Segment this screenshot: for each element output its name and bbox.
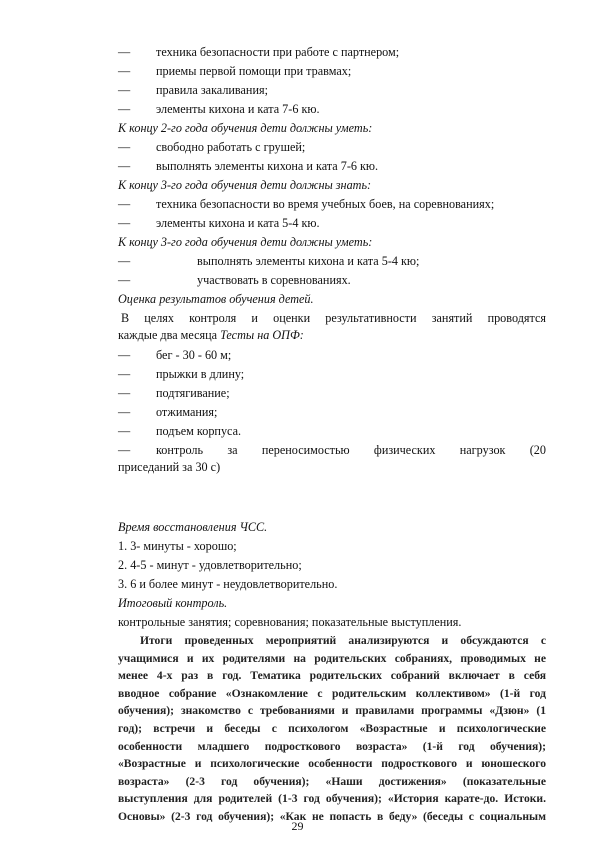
paragraph-line: обучения); знакомство с требованиями и правилами программы «Дзюн» (1 [118, 704, 546, 718]
list-item: контроль за переносимостью физических нагрузок (20 [156, 443, 546, 457]
list-item: прыжки в длину; [156, 367, 245, 381]
list-dash: — [118, 83, 131, 97]
list-item: подъем корпуса. [156, 424, 242, 438]
paragraph-line: возраста» (2-3 год обучения); «Наши достижения» (показательные [118, 774, 546, 788]
paragraph-line: «Возрастные и психологические особенности подросткового и юношеского [118, 757, 546, 771]
list-dash: — [118, 216, 131, 230]
paragraph-line: В целях контроля и оценки результативности занятий проводятся [121, 311, 546, 325]
list-dash: — [118, 405, 131, 419]
list-dash: — [118, 367, 131, 381]
paragraph-line: вводное собрание «Ознакомление с родительским коллективом» (1-й год [118, 686, 546, 700]
list-item: свободно работать с грушей; [156, 140, 306, 154]
section-heading: К концу 2-го года обучения дети должны уметь: [118, 121, 373, 135]
list-dash: — [118, 140, 131, 154]
list-dash: — [118, 443, 131, 457]
list-item: 1. 3- минуты - хорошо; [118, 539, 237, 553]
list-item: правила закаливания; [156, 83, 268, 97]
list-dash: — [118, 254, 131, 268]
section-heading: Итоговый контроль. [118, 596, 228, 610]
list-item: элементы кихона и ката 7-6 кю. [156, 102, 320, 116]
list-dash: — [118, 348, 131, 362]
list-item: отжимания; [156, 405, 218, 419]
tests-label: Тесты на ОПФ: [220, 328, 304, 342]
list-dash: — [118, 64, 131, 78]
list-dash: — [118, 386, 131, 400]
section-heading: Оценка результатов обучения детей. [118, 292, 314, 306]
paragraph-line: контрольные занятия; соревнования; показательные выступления. [118, 615, 462, 629]
list-item: подтягивание; [156, 386, 230, 400]
list-item: участвовать в соревнованиях. [197, 273, 351, 287]
list-item-continuation: приседаний за 30 с) [118, 460, 221, 474]
paragraph-line: год); встречи и беседы с психологом «Возрастные и психологические [118, 721, 546, 735]
list-dash: — [118, 424, 131, 438]
list-item: выполнять элементы кихона и ката 7-6 кю. [156, 159, 379, 173]
list-item: приемы первой помощи при травмах; [156, 64, 352, 78]
paragraph-line: учащимися и их родителями на родительских собраниях, проводимых не [118, 651, 546, 665]
list-item: 3. 6 и более минут - неудовлетворительно. [118, 577, 338, 591]
list-dash: — [118, 273, 131, 287]
list-dash: — [118, 197, 131, 211]
paragraph-line: особенности младшего подросткового возраста» (1-й год обучения); [118, 739, 546, 753]
list-item: бег - 30 - 60 м; [156, 348, 232, 362]
paragraph-text: каждые два месяца [118, 328, 221, 342]
paragraph-line: выступления для родителей (1-3 год обучения); «История карате-до. Истоки. [118, 792, 546, 806]
list-item: техника безопасности при работе с партнером; [156, 45, 400, 59]
list-dash: — [118, 159, 131, 173]
list-item: 2. 4-5 - минут - удовлетворительно; [118, 558, 302, 572]
section-heading: К концу 3-го года обучения дети должны знать: [118, 178, 372, 192]
paragraph-line [118, 328, 546, 343]
section-heading: К концу 3-го года обучения дети должны уметь: [118, 235, 373, 249]
section-heading: Время восстановления ЧСС. [118, 520, 268, 534]
final-paragraph [118, 632, 546, 826]
list-item: выполнять элементы кихона и ката 5-4 кю; [197, 254, 420, 268]
list-item: техника безопасности во время учебных боев, на соревнованиях; [156, 197, 495, 211]
page-number: 29 [291, 819, 304, 833]
list-dash: — [118, 45, 131, 59]
paragraph-line: менее 4-х раз в год. Тематика родительских собраний включает в себя [118, 669, 546, 683]
paragraph-line: Основы» (2-3 год обучения); «Как не попасть в беду» (беседы с социальным [118, 809, 546, 823]
list-dash: — [118, 102, 131, 116]
paragraph-line: Итоги проведенных мероприятий анализируются и обсуждаются с [140, 634, 546, 647]
list-item: элементы кихона и ката 5-4 кю. [156, 216, 320, 230]
